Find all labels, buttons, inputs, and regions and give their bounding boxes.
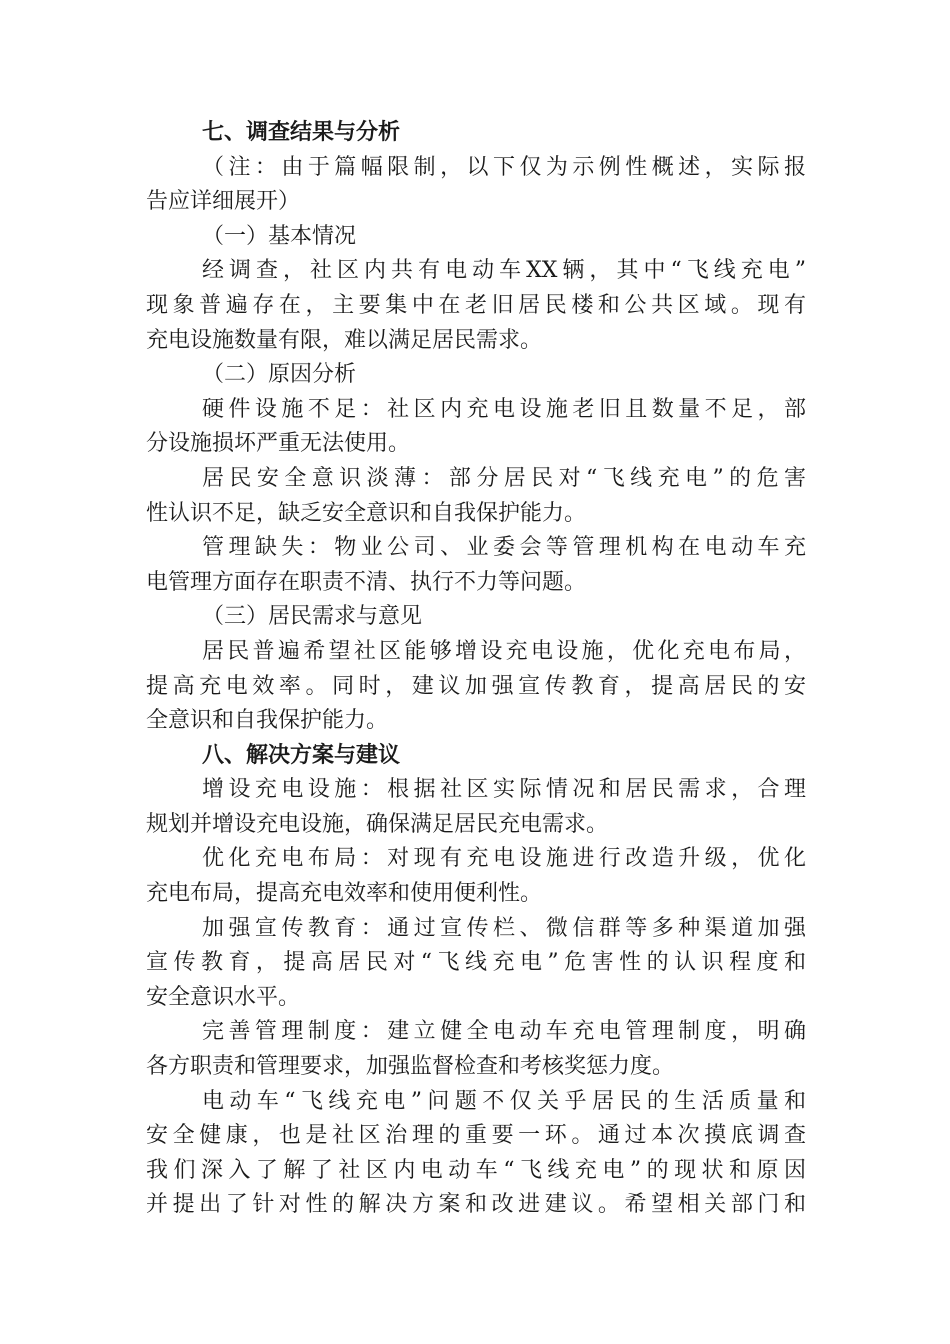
subsection-heading-needs: （三）居民需求与意见 [202, 604, 423, 630]
paragraph-line: 性认识不足，缺乏安全意识和自我保护能力。 [146, 500, 587, 526]
paragraph-line: 安全意识水平。 [146, 984, 301, 1010]
note-paragraph-line: （注：由于篇幅限制，以下仅为示例性概述，实际报 [202, 154, 806, 180]
paragraph-line: 并提出了针对性的解决方案和改进建议。希望相关部门和 [146, 1192, 806, 1218]
paragraph-line: 居民安全意识淡薄：部分居民对“飞线充电”的危害 [202, 465, 806, 491]
paragraph-line: 全意识和自我保护能力。 [146, 708, 389, 734]
paragraph-line: 电管理方面存在职责不清、执行不力等问题。 [146, 569, 587, 595]
document-body [146, 116, 806, 1223]
paragraph-line: 规划并增设充电设施，确保满足居民充电需求。 [146, 811, 609, 837]
paragraph-line: 优化充电布局：对现有充电设施进行改造升级，优化 [202, 846, 806, 872]
paragraph-line: 充电布局，提高充电效率和使用便利性。 [146, 881, 543, 907]
subsection-heading-causes: （二）原因分析 [202, 362, 357, 388]
paragraph-line: 经调查，社区内共有电动车XX辆，其中“飞线充电” [202, 258, 806, 284]
paragraph-line: 宣传教育，提高居民对“飞线充电”危害性的认识程度和 [146, 950, 806, 976]
paragraph-line: 现象普遍存在，主要集中在老旧居民楼和公共区域。现有 [146, 292, 806, 318]
paragraph-line: 居民普遍希望社区能够增设充电设施，优化充电布局， [202, 638, 806, 664]
paragraph-line: 加强宣传教育：通过宣传栏、微信群等多种渠道加强 [202, 915, 806, 941]
subsection-heading-basic: （一）基本情况 [202, 223, 357, 249]
section-heading-8: 八、解决方案与建议 [202, 742, 401, 768]
paragraph-line: 充电设施数量有限，难以满足居民需求。 [146, 327, 543, 353]
note-paragraph-line: 告应详细展开） [146, 189, 301, 215]
paragraph-line: 完善管理制度：建立健全电动车充电管理制度，明确 [202, 1019, 806, 1045]
paragraph-line: 我们深入了解了社区内电动车“飞线充电”的现状和原因 [146, 1157, 806, 1183]
paragraph-line: 电动车“飞线充电”问题不仅关乎居民的生活质量和 [202, 1088, 806, 1114]
paragraph-line: 分设施损坏严重无法使用。 [146, 431, 411, 457]
paragraph-line: 管理缺失：物业公司、业委会等管理机构在电动车充 [202, 535, 806, 561]
paragraph-line: 安全健康，也是社区治理的重要一环。通过本次摸底调查 [146, 1123, 806, 1149]
paragraph-line: 硬件设施不足：社区内充电设施老旧且数量不足，部 [202, 396, 806, 422]
paragraph-line: 增设充电设施：根据社区实际情况和居民需求，合理 [202, 777, 806, 803]
paragraph-line: 各方职责和管理要求，加强监督检查和考核奖惩力度。 [146, 1054, 675, 1080]
paragraph-line: 提高充电效率。同时，建议加强宣传教育，提高居民的安 [146, 673, 806, 699]
section-heading-7: 七、调查结果与分析 [202, 120, 401, 145]
